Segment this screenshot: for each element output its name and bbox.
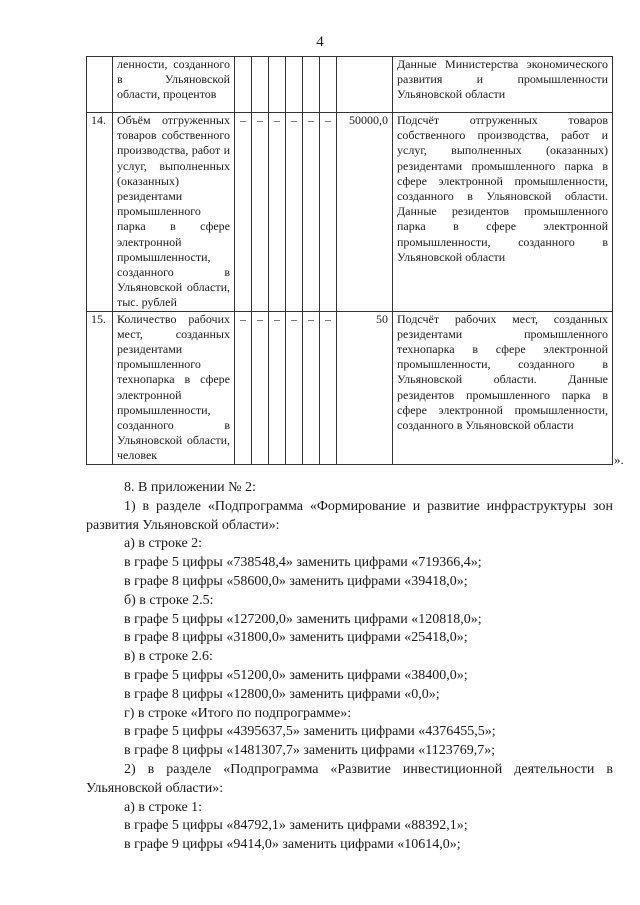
paragraph-row-2-6: в) в строке 2.6: [124,649,213,665]
year-cell: – [286,311,303,464]
year-cell: – [235,311,252,464]
paragraph-text: в графе 5 цифры «84792,1» заменить цифрами «88392,1»; [124,818,468,834]
paragraph-text: в графе 8 цифры «1481307,7» заменить цифрами «1123769,7»; [124,743,496,759]
row-number: 14. [87,113,113,312]
year-cell: – [235,113,252,312]
paragraph-row-2: а) в строке 2: [124,536,203,552]
year-cell [286,57,303,113]
paragraph-row-1: а) в строке 1: [124,799,203,815]
indicator-cell: Объём отгруженных товаров собственного производства, работ и услуг, выполненных (оказанных) резидентами промышленного парка в сфере электронной промышленности, созданного в Ульяновской области, тыс. рублей [113,113,235,312]
year-cell: – [252,311,269,464]
paragraph-item-8: 8. В приложении № 2: [124,480,256,495]
year-cell: – [303,311,320,464]
source-cell: Данные Министерства экономического развития и промышленности Ульяновской области [393,57,613,113]
table-row [87,113,613,312]
year-cell: – [252,113,269,312]
paragraph-subsection-1: 1) в разделе «Подпрограмма «Формирование и развитие инфраструктуры зон развития Ульяновской области»: [86,498,613,533]
paragraph-text: в графе 9 цифры «9414,0» заменить цифрами «10614,0»; [124,837,461,853]
indicators-table [86,56,613,465]
year-cell [269,57,286,113]
table-row [87,57,613,113]
paragraph-text: в графе 5 цифры «127200,0» заменить цифрами «120818,0»; [124,611,482,627]
paragraph-text: в графе 5 цифры «51200,0» заменить цифрами «38400,0»; [124,667,468,683]
amendment-text [86,479,613,855]
value-cell: 50 [337,311,393,464]
paragraph-text: в графе 8 цифры «12800,0» заменить цифрами «0,0»; [124,686,440,702]
row-number [87,57,113,113]
year-cell: – [303,113,320,312]
paragraph-text: в графе 8 цифры «58600,0» заменить цифрами «39418,0»; [124,573,468,589]
year-cell: – [269,113,286,312]
year-cell [252,57,269,113]
paragraph-text: в графе 8 цифры «31800,0» заменить цифрами «25418,0»; [124,630,468,646]
paragraph-row-total: г) в строке «Итого по подпрограмме»: [124,705,352,721]
paragraph-row-2-5: б) в строке 2.5: [124,592,214,608]
page-number: 4 [316,34,324,50]
indicator-cell: ленности, созданного в Ульяновской области, процентов [113,57,235,113]
paragraph-subsection-2: 2) в разделе «Подпрограмма «Развитие инвестиционной деятельности в Ульяновской области»: [86,761,613,796]
year-cell: – [320,113,337,312]
year-cell [303,57,320,113]
value-cell: 50000,0 [337,113,393,312]
table-row [87,311,613,464]
year-cell: – [286,113,303,312]
year-cell [235,57,252,113]
year-cell: – [320,311,337,464]
indicator-cell: Количество рабочих мест, созданных резидентами промышленного технопарка в сфере электронной промышленности, созданного в Ульяновской области, человек [113,311,235,464]
closing-quote: ». [614,452,624,467]
value-cell [337,57,393,113]
year-cell [320,57,337,113]
paragraph-text: в графе 5 цифры «738548,4» заменить цифрами «719366,4»; [124,555,482,571]
row-number: 15. [87,311,113,464]
year-cell: – [269,311,286,464]
paragraph-text: в графе 5 цифры «4395637,5» заменить цифрами «4376455,5»; [124,724,496,740]
source-cell: Подсчёт отгруженных товаров собственного производства, работ и услуг, выполненных (оказанных) резидентами промышленного парка в сфере электронной промышленности, созданного в Ульяновской области. Данные резидентов промышленного парка в сфере электронной промышленности, созданного в Ульяновской области [393,113,613,312]
source-cell: Подсчёт рабочих мест, созданных резидентами промышленного технопарка в сфере электронной промышленности, созданного в Ульяновской области. Данные резидентов промышленного парка в сфере электронной промышленности, созданного в Ульяновской области [393,311,613,464]
